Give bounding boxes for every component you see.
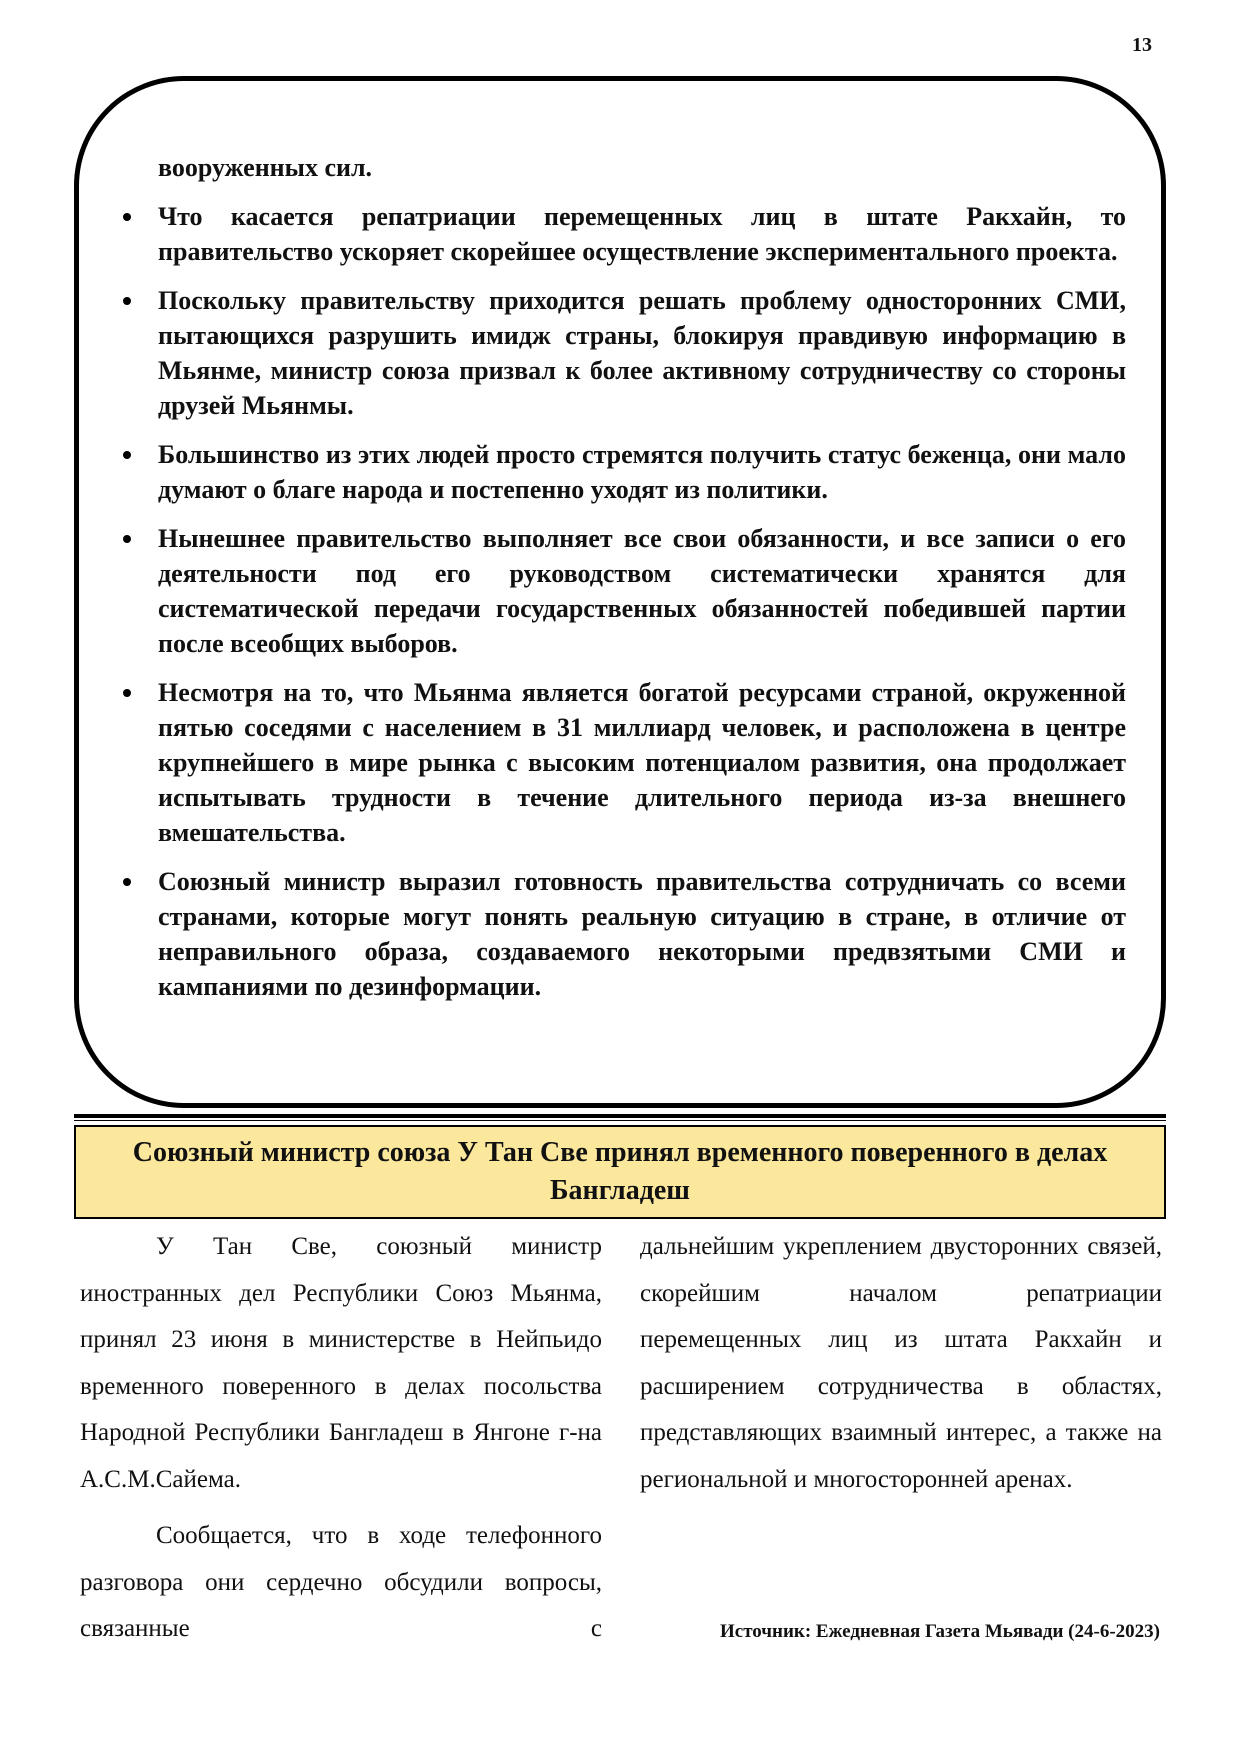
article-paragraph: Сообщается, что в ходе телефонного разговора они сердечно обсудили вопросы, связанные с (80, 1522, 602, 1642)
article-headline: Союзный министр союза У Тан Све принял временного поверенного в делах Бангладеш (132, 1137, 1108, 1206)
summary-bullet: Большинство из этих людей просто стремятся получить статус беженца, они мало думают о благе народа и постепенно уходят из политики. (158, 437, 1126, 507)
summary-bullet: Нынешнее правительство выполняет все свои обязанности, и все записи о его деятельности под его руководством систематически хранятся для систематической передачи государственных обязанностей победившей партии после всеобщих выборов. (158, 521, 1126, 661)
summary-bullet: Союзный министр выразил готовность правительства сотрудничать со всеми странами, которые могут понять реальную ситуацию в стране, в отличие от неправильного образа, создаваемого некоторыми предвзятыми СМИ и кампаниями по дезинформации. (158, 864, 1126, 1004)
article-column-right (640, 1224, 1162, 1503)
source-credit: Источник: Ежедневная Газета Мьявади (24-6-2023) (720, 1621, 1160, 1642)
summary-bullet-list (158, 199, 1126, 1004)
page-number: 13 (1132, 34, 1152, 56)
section-divider-thin (74, 1120, 1166, 1121)
summary-text (158, 150, 1126, 1004)
section-divider (74, 1114, 1166, 1118)
headline-box (74, 1125, 1166, 1219)
article-paragraph: дальнейшим укреплением двусторонних связей, скорейшим началом репатриации перемещенных лиц из штата Ракхайн и расширением сотрудничества в областях, представляющих взаимный интерес, а также на региональной и многосторонней аренах. (640, 1233, 1162, 1493)
summary-bullet: Что касается репатриации перемещенных лиц в штате Ракхайн, то правительство ускоряет скорейшее осуществление экспериментального проекта. (158, 199, 1126, 269)
article-column-left (80, 1224, 602, 1653)
summary-bullet: Поскольку правительству приходится решать проблему односторонних СМИ, пытающихся разрушить имидж страны, блокируя правдивую информацию в Мьянме, министр союза призвал к более активному сотрудничеству со стороны друзей Мьянмы. (158, 283, 1126, 423)
article-paragraph: У Тан Све, союзный министр иностранных дел Республики Союз Мьянма, принял 23 июня в министерстве в Нейпьидо временного поверенного в делах посольства Народной Республики Бангладеш в Янгоне г-на А.С.М.Сайема. (80, 1233, 602, 1493)
summary-lead-line: вооруженных сил. (158, 153, 373, 182)
summary-bullet: Несмотря на то, что Мьянма является богатой ресурсами страной, окруженной пятью соседями с населением в 31 миллиард человек, и расположена в центре крупнейшего в мире рынка с высоким потенциалом развития, она продолжает испытывать трудности в течение длительного периода из-за внешнего вмешательства. (158, 675, 1126, 850)
